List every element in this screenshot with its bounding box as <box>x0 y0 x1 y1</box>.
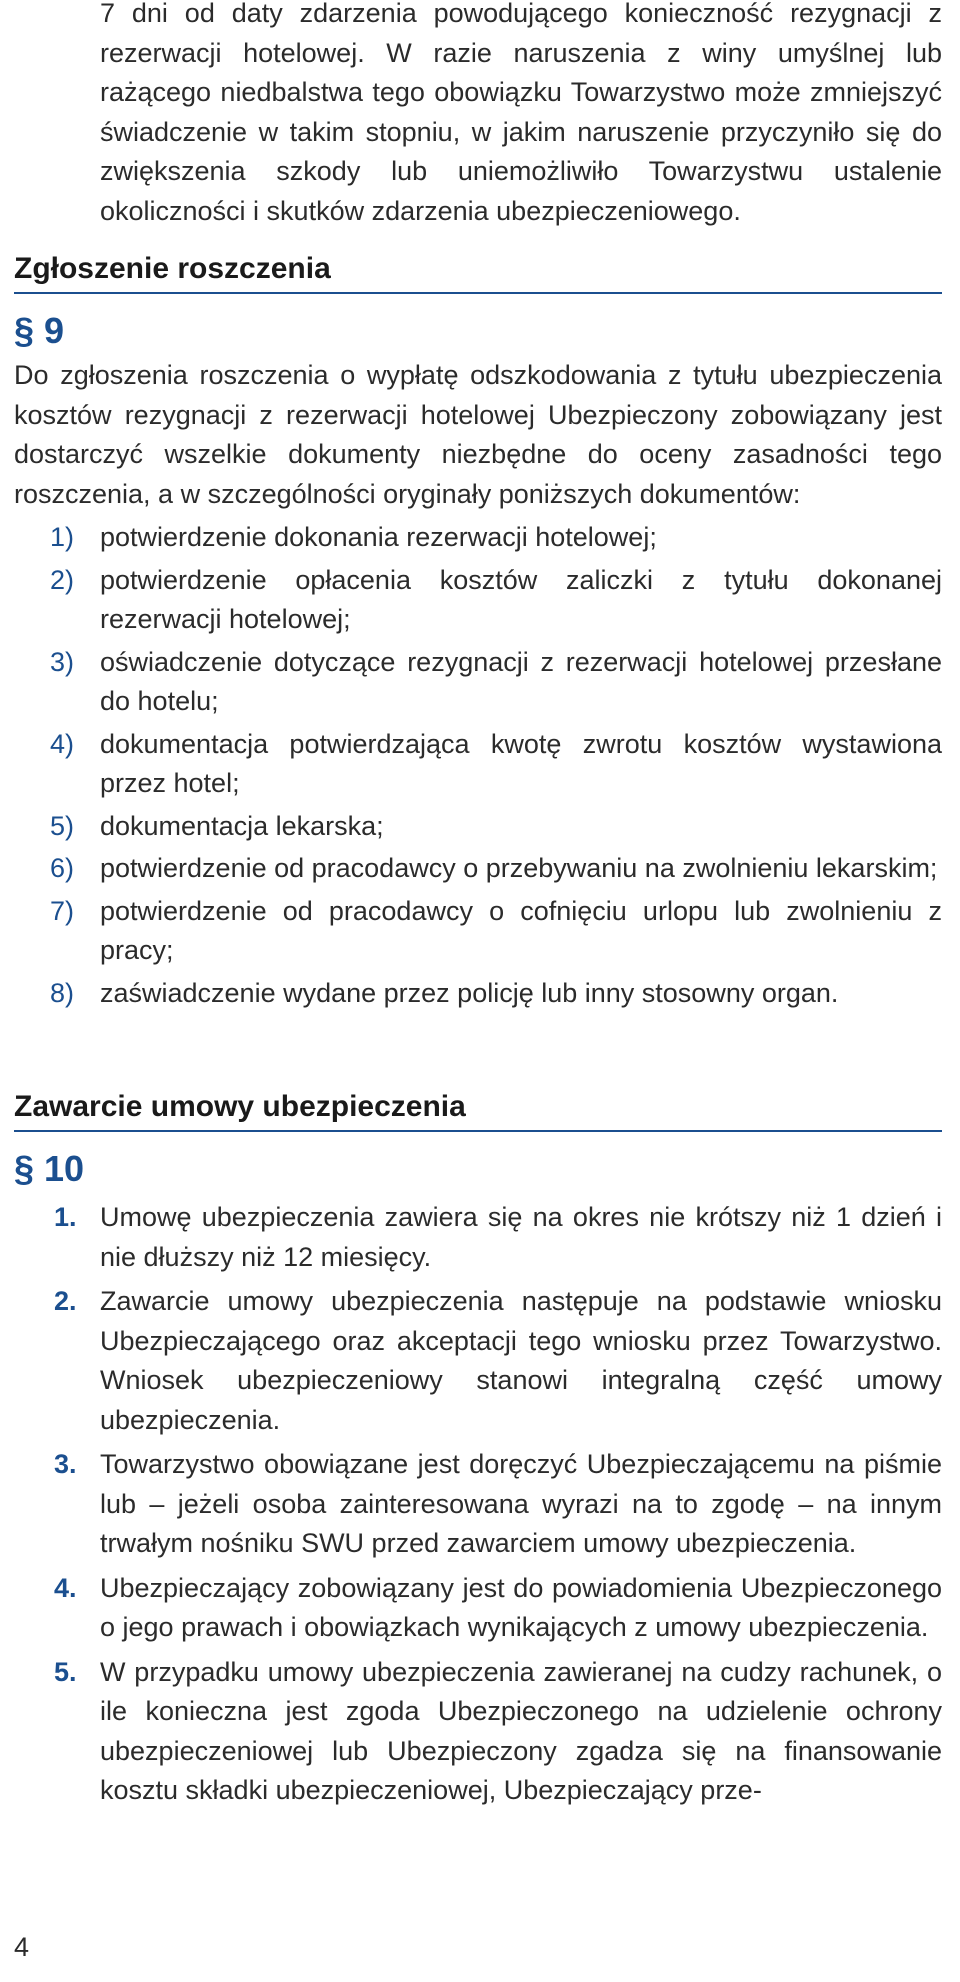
list-item <box>14 892 942 971</box>
paragraph-number: 10 <box>44 1148 85 1189</box>
list-item-text: dokumentacja lekarska; <box>100 810 384 841</box>
list-item <box>14 1653 942 1811</box>
list-item-number: 1. <box>54 1202 77 1232</box>
list-item-number: 2. <box>54 1286 77 1316</box>
list-item <box>14 725 942 804</box>
list-item-text: Ubezpieczający zobowiązany jest do powiadomienia Ubezpieczonego o jego prawach i obowiązkach wynikających z umowy ubezpieczenia. <box>100 1572 942 1642</box>
list-item-number: 6) <box>50 853 75 883</box>
list-item-number: 3) <box>50 646 75 677</box>
section-symbol-icon: § <box>14 310 35 351</box>
paragraph-mark-10 <box>14 1148 84 1190</box>
list-item-text: W przypadku umowy ubezpieczenia zawieranej na cudzy rachunek, o ile konieczna jest zgoda Ubezpieczonego na udzielenie ochrony ubezpieczeniowej lub Ubezpieczony zgadza się na finansowanie kosztu składki ubezpieczeniowej, Ubezpieczający prze- <box>100 1656 942 1805</box>
list-item-number: 4. <box>54 1572 77 1603</box>
list-item-number: 8) <box>50 977 75 1008</box>
paragraph-number: 9 <box>44 310 65 351</box>
list-item-number: 5) <box>50 810 75 841</box>
list-item-text: dokumentacja potwierdzająca kwotę zwrotu kosztów wystawiona przez hotel; <box>100 728 942 798</box>
list-item-number: 4) <box>50 728 75 759</box>
list-item-text: Umowę ubezpieczenia zawiera się na okres nie krótszy niż 1 dzień i nie dłuższy niż 12 miesięcy. <box>100 1202 942 1272</box>
list-item <box>14 807 942 847</box>
list-item <box>14 1445 942 1564</box>
list-item <box>14 849 942 889</box>
list-item-text: potwierdzenie od pracodawcy o przebywaniu na zwolnieniu lekarskim; <box>100 853 938 883</box>
list-item-text: Towarzystwo obowiązane jest doręczyć Ubezpieczającemu na piśmie lub – jeżeli osoba zainteresowana wyrazi na to zgodę – na innym trwałym nośniku SWU przed zawarciem umowy ubezpieczenia. <box>100 1449 942 1558</box>
section-symbol-icon: § <box>14 1148 35 1189</box>
list-item-number: 2) <box>50 564 75 595</box>
list-item-number: 7) <box>50 895 75 926</box>
list-item-text: oświadczenie dotyczące rezygnacji z rezerwacji hotelowej przesłane do hotelu; <box>100 646 942 716</box>
list-item-text: potwierdzenie dokonania rezerwacji hotelowej; <box>100 522 657 552</box>
list-item-text: potwierdzenie opłacenia kosztów zaliczki z tytułu dokonanej rezerwacji hotelowej; <box>100 564 942 634</box>
list-item <box>14 561 942 640</box>
list-item-number: 1) <box>50 522 75 552</box>
contract-clause-list <box>14 1198 942 1816</box>
page-number: 4 <box>14 1932 30 1962</box>
claims-document-list <box>14 518 942 1016</box>
list-item-number: 3. <box>54 1449 77 1479</box>
list-item <box>14 974 942 1014</box>
list-item <box>14 643 942 722</box>
section-heading-claims: Zgłoszenie roszczenia <box>14 252 942 294</box>
list-item <box>14 1282 942 1440</box>
claims-lead-paragraph: Do zgłoszenia roszczenia o wypłatę odszkodowania z tytułu ubezpieczenia kosztów rezygnacji z rezerwacji hotelowej Ubezpieczony zobowiązany jest dostarczyć wszelkie dokumenty niezbędne do oceny zasadności tego roszczenia, a w szczególności oryginały poniższych dokumentów: <box>14 360 942 509</box>
list-item-number: 5. <box>54 1656 77 1687</box>
paragraph-mark-9 <box>14 310 64 352</box>
list-item-text: potwierdzenie od pracodawcy o cofnięciu urlopu lub zwolnieniu z pracy; <box>100 895 942 965</box>
list-item-text: Zawarcie umowy ubezpieczenia następuje na podstawie wniosku Ubezpieczającego oraz akceptacji tego wniosku przez Towarzystwo. Wniosek ubezpieczeniowy stanowi integralną część umowy ubezpieczenia. <box>100 1286 942 1435</box>
section-heading-contract: Zawarcie umowy ubezpieczenia <box>14 1090 942 1132</box>
list-item <box>14 518 942 558</box>
list-item-text: zaświadczenie wydane przez policję lub inny stosowny organ. <box>100 977 839 1008</box>
list-item <box>14 1198 942 1277</box>
intro-paragraph: 7 dni od daty zdarzenia powodującego konieczność rezygnacji z rezerwacji hotelowej. W razie naruszenia z winy umyślnej lub rażącego niedbalstwa tego obowiązku Towarzystwo może zmniejszyć świadczenie w takim stopniu, w jakim naruszenie przyczyniło się do zwiększenia szkody lub uniemożliwiło Towarzystwu ustalenie okoliczności i skutków zdarzenia ubezpieczeniowego. <box>100 0 942 226</box>
list-item <box>14 1569 942 1648</box>
